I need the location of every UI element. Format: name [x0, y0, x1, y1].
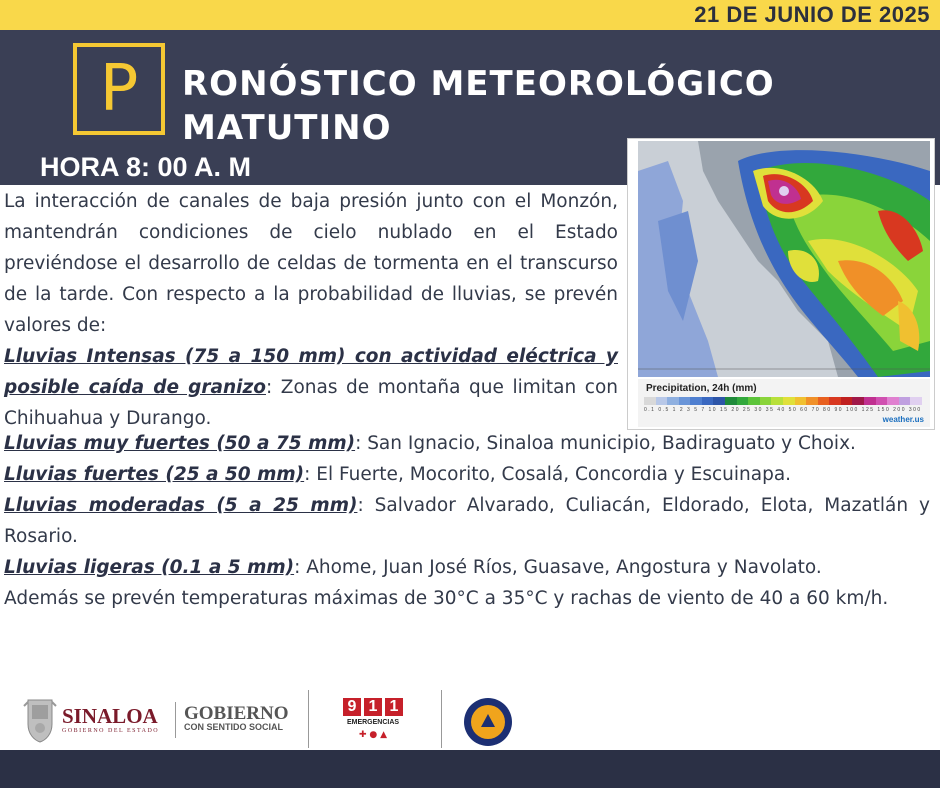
- map-image: [638, 141, 930, 377]
- very-strong-rain-text: : San Ignacio, Sinaloa municipio, Badiraguato y Choix.: [355, 433, 856, 454]
- legend-color-swatch: [737, 397, 749, 405]
- strong-rain-label: Lluvias fuertes (25 a 50 mm): [4, 464, 305, 485]
- footer-logos: [0, 688, 940, 750]
- emergencias-label: EMERGENCIAS: [346, 719, 400, 726]
- page-title: [182, 62, 775, 150]
- emergency-911-logo: [342, 698, 404, 744]
- moderate-rain-line: [4, 490, 930, 552]
- intense-rain-label: Lluvias Intensas (75 a 150 mm) con actividad eléctrica y posible caída de granizo: [4, 346, 618, 398]
- moderate-rain-label: Lluvias moderadas (5 a 25 mm): [4, 495, 358, 516]
- legend-color-swatch: [679, 397, 691, 405]
- intro-text: La interacción de canales de baja presión junto con el Monzón, mantendrán condiciones de cielo nublado en el Estado previéndose el desarrollo de celdas de tormenta en el transcurso de la tarde. Con respecto a la probabilidad de lluvias, se prevén valores de:: [4, 191, 618, 336]
- legend-color-swatch: [864, 397, 876, 405]
- date-bar: [0, 0, 940, 30]
- legend-color-swatch: [748, 397, 760, 405]
- report-date: 21 DE JUNIO DE 2025: [694, 2, 930, 27]
- emergency-digit: 9: [343, 698, 361, 716]
- intense-rain-text: : Zonas de montaña que limitan con Chihuahua y Durango.: [4, 377, 619, 429]
- legend-color-swatch: [783, 397, 795, 405]
- emergency-digit: 1: [364, 698, 382, 716]
- legend-color-swatch: [725, 397, 737, 405]
- forecast-details: [4, 428, 930, 614]
- title-initial: P: [99, 52, 139, 126]
- legend-color-swatch: [690, 397, 702, 405]
- legend-color-swatch: [713, 397, 725, 405]
- gobierno-logo-text: GOBIERNO: [184, 703, 289, 724]
- light-rain-label: Lluvias ligeras (0.1 a 5 mm): [4, 557, 295, 578]
- emergency-services-icon: ✚ ● ▲: [358, 730, 388, 740]
- legend-color-swatch: [795, 397, 807, 405]
- legend-color-swatch: [656, 397, 668, 405]
- light-rain-line: [4, 552, 930, 583]
- sinaloa-coat-of-arms-icon: [22, 696, 58, 744]
- logo-divider: [175, 702, 176, 738]
- weather-us-logo: weather.us: [882, 415, 924, 424]
- title-line-2: MATUTINO: [182, 108, 392, 148]
- sinaloa-logo-text: SINALOA: [62, 704, 158, 728]
- forecast-intro: [4, 186, 618, 434]
- title-initial-box: [73, 43, 165, 135]
- legend-color-swatch: [887, 397, 899, 405]
- legend-values: 0.1 0.5 1 2 3 5 7 10 15 20 25 30 35 40 50 60 70 80 90 100 125 150 200 300: [644, 407, 922, 413]
- legend-color-swatch: [841, 397, 853, 405]
- sinaloa-logo-subtitle: GOBIERNO DEL ESTADO: [62, 728, 160, 734]
- very-strong-rain-label: Lluvias muy fuertes (50 a 75 mm): [4, 433, 356, 454]
- gobierno-logo-subtitle: CON SENTIDO SOCIAL: [184, 722, 284, 732]
- emergency-digit: 1: [385, 698, 403, 716]
- light-rain-text: : Ahome, Juan José Ríos, Guasave, Angostura y Navolato.: [294, 557, 822, 578]
- legend-color-swatch: [876, 397, 888, 405]
- very-strong-rain-line: [4, 428, 930, 459]
- legend-color-swatch: [818, 397, 830, 405]
- precipitation-map: [627, 138, 935, 430]
- legend-color-scale: [644, 397, 922, 405]
- legend-color-swatch: [829, 397, 841, 405]
- title-line-1: RONÓSTICO METEOROLÓGICO: [182, 64, 775, 104]
- forecast-hour: HORA 8: 00 A. M: [40, 152, 252, 182]
- legend-color-swatch: [899, 397, 911, 405]
- map-legend: [638, 379, 930, 427]
- legend-color-swatch: [702, 397, 714, 405]
- legend-color-swatch: [852, 397, 864, 405]
- strong-rain-line: [4, 459, 930, 490]
- legend-color-swatch: [760, 397, 772, 405]
- legend-color-swatch: [771, 397, 783, 405]
- legend-title: Precipitation, 24h (mm): [646, 383, 757, 394]
- strong-rain-text: : El Fuerte, Mocorito, Cosalá, Concordia y Escuinapa.: [304, 464, 792, 485]
- legend-color-swatch: [806, 397, 818, 405]
- footer-bar: [0, 750, 940, 788]
- logo-divider: [308, 690, 309, 748]
- legend-color-swatch: [910, 397, 922, 405]
- civil-protection-seal-icon: [464, 698, 512, 746]
- legend-color-swatch: [667, 397, 679, 405]
- closing-text: Además se prevén temperaturas máximas de 30°C a 35°C y rachas de viento de 40 a 60 km/h.: [4, 588, 889, 609]
- moderate-rain-text: : Salvador Alvarado, Culiacán, Eldorado, Elota, Mazatlán y Rosario.: [4, 495, 930, 547]
- legend-color-swatch: [644, 397, 656, 405]
- logo-divider: [441, 690, 442, 748]
